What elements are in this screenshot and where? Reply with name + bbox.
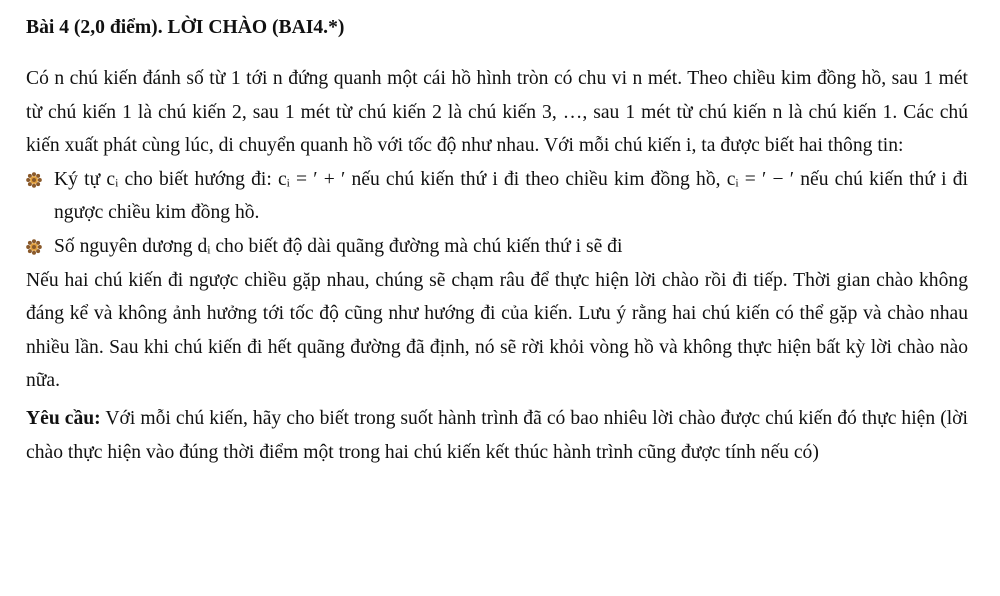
bullet-distance [26,230,968,264]
bullet-direction [26,163,968,230]
requirement-text: Với mỗi chú kiến, hãy cho biết trong suốt hành trình đã có bao nhiêu lời chào được chú kiến đó thực hiện (lời chào thực hiện vào đúng thời điểm một trong hai chú kiến kết thúc hành trình cũng được tính nếu có) [26,407,968,463]
requirement-label: Yêu cầu: [26,407,101,429]
document-page [26,14,968,469]
intro-paragraph: Có n chú kiến đánh số từ 1 tới n đứng quanh một cái hồ hình tròn có chu vi n mét. Theo chiều kim đồng hồ, sau 1 mét từ chú kiến 1 là chú kiến 2, sau 1 mét từ chú kiến 2 là chú kiến 3, …, sau 1 mét từ chú kiến n là chú kiến 1. Các chú kiến xuất phát cùng lúc, di chuyển quanh hồ với tốc độ như nhau. Với mỗi chú kiến i, ta được biết hai thông tin: [26,68,968,157]
greeting-rule-paragraph: Nếu hai chú kiến đi ngược chiều gặp nhau, chúng sẽ chạm râu để thực hiện lời chào rồi đi tiếp. Thời gian chào không đáng kể và không ảnh hưởng tới tốc độ cũng như hướng đi của kiến. Lưu ý rằng hai chú kiến có thể gặp và chào nhau nhiều lần. Sau khi chú kiến đi hết quãng đường đã định, nó sẽ rời khỏi vòng hồ và không thực hiện bất kỳ lời chào nào nữa. [26,269,968,392]
requirement-paragraph [26,402,968,469]
bullet-distance-text: Số nguyên dương dᵢ cho biết độ dài quãng đường mà chú kiến thứ i sẽ đi [54,235,623,257]
flower-bullet-icon [26,172,42,188]
problem-title: Bài 4 (2,0 điểm). LỜI CHÀO (BAI4.*) [26,17,345,38]
flower-bullet-icon [26,239,42,255]
bullet-direction-text: Ký tự cᵢ cho biết hướng đi: cᵢ = ′ + ′ nếu chú kiến thứ i đi theo chiều kim đồng hồ, cᵢ = ′ − ′ nếu chú kiến thứ i đi ngược chiều kim đồng hồ. [54,168,968,224]
